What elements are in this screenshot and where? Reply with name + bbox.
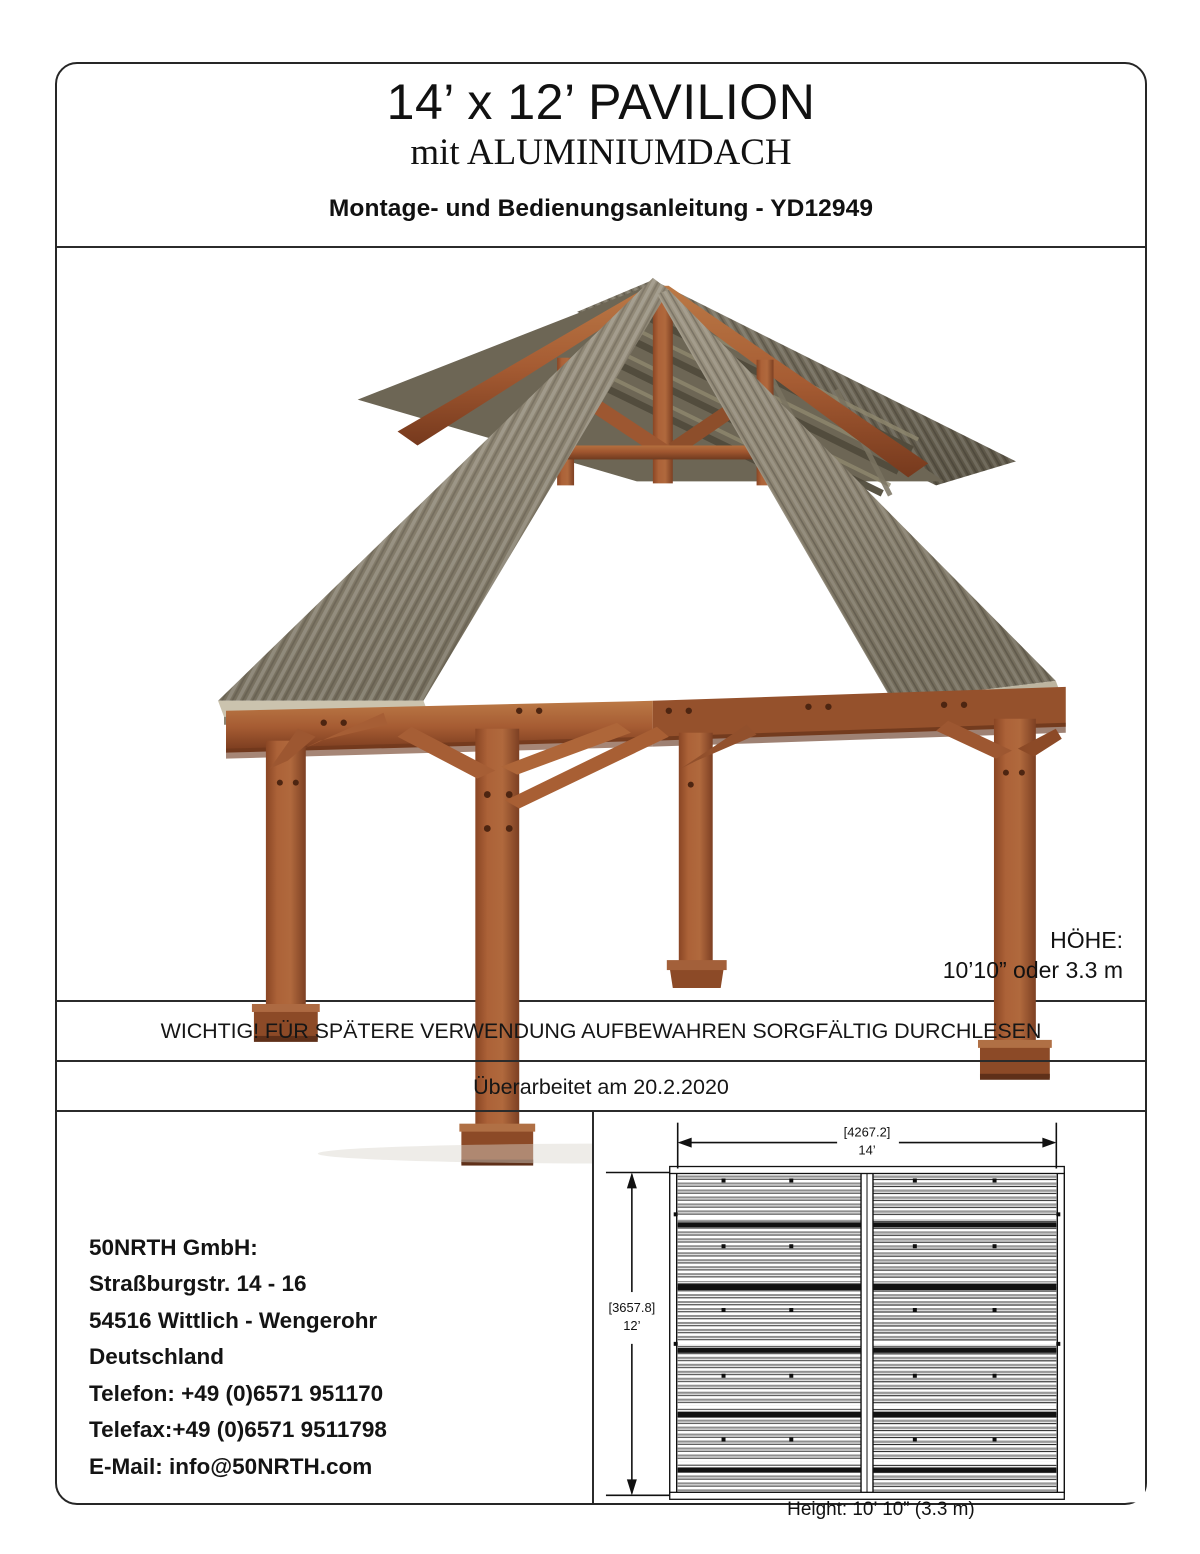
revision-strip [57, 1064, 1145, 1112]
width-dim-ft: 14’ [858, 1142, 876, 1158]
product-photo-block [57, 250, 1145, 1002]
warning-strip [57, 1002, 1145, 1062]
address-line: Telefon: +49 (0)6571 951170 [89, 1380, 384, 1406]
revision-text: Überarbeitet am 20.2.2020 [473, 1074, 729, 1099]
height-note-label: HÖHE: [1050, 927, 1123, 954]
address-line: 50NRTH GmbH: [89, 1235, 258, 1260]
page-subtitle: mit ALUMINIUMDACH [410, 132, 792, 173]
page-title: 14’ x 12’ PAVILION [386, 74, 816, 130]
pavilion-illustration [57, 250, 1145, 1000]
document-frame [55, 62, 1147, 1521]
pavilion-photo [57, 250, 1145, 1000]
address-line: Deutschland [89, 1344, 225, 1370]
roof-plan-body [670, 1167, 1065, 1500]
address-line: E-Mail: info@50NRTH.com [89, 1453, 373, 1479]
height-note-value: 10’10” oder 3.3 m [942, 957, 1123, 984]
roof-plan-drawing [594, 1112, 1145, 1521]
address-line: Straßburgstr. 14 - 16 [89, 1271, 307, 1297]
height-dim-ft: 12’ [623, 1317, 641, 1333]
warning-text: WICHTIG! FÜR SPÄTERE VERWENDUNG AUFBEWAHREN SORGFÄLTIG DURCHLESEN [160, 1018, 1042, 1043]
title-block [57, 64, 1145, 248]
company-address-column [57, 1112, 594, 1503]
document-code-line: Montage- und Bedienungsanleitung - YD12949 [328, 194, 874, 222]
bottom-block [57, 1112, 1145, 1521]
company-address-list [89, 1230, 387, 1485]
height-dim-mm: [3657.8] [608, 1299, 656, 1315]
technical-drawing-column [594, 1112, 1145, 1521]
height-note [943, 926, 1123, 986]
width-dim-mm: [4267.2] [843, 1124, 891, 1140]
address-line: Telefax:+49 (0)6571 9511798 [89, 1417, 387, 1443]
address-line: 54516 Wittlich - Wengerohr [89, 1307, 378, 1333]
drawing-caption: Height: 10’ 10” (3.3 m) [787, 1499, 975, 1521]
